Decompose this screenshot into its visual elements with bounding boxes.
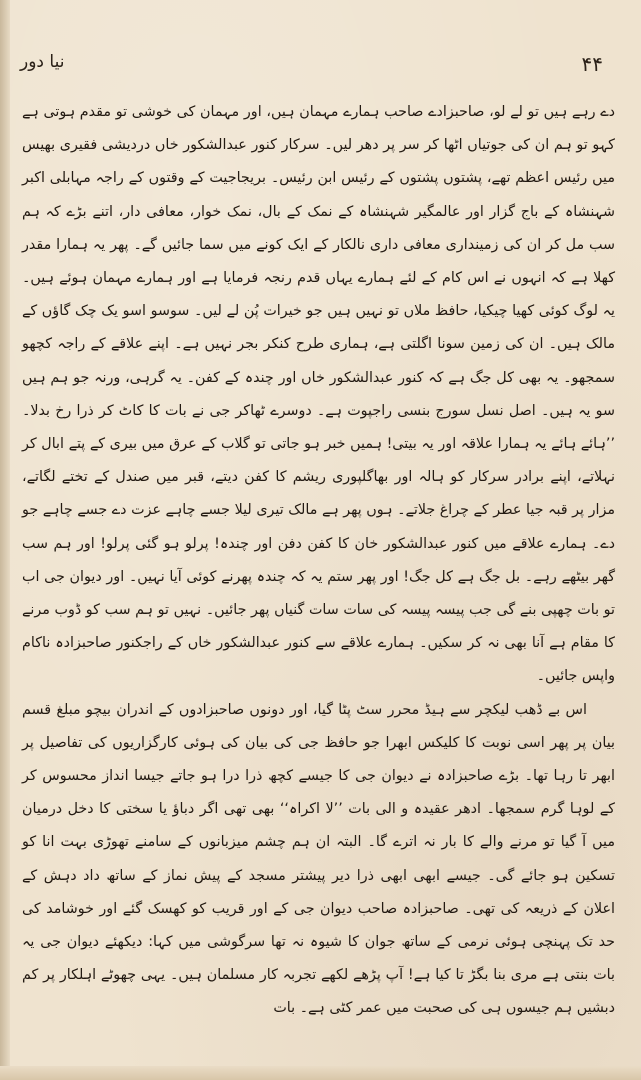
page-header [20,52,621,82]
page-number: ۴۴ [581,52,603,76]
page-binding-edge [0,0,10,1080]
paragraph-2: اس بے ڈھب لیکچر سے ہیڈ محرر سٹ پٹا گیا، اور دونوں صاحبزادوں کے اندران بیچو مبلغ قسم بیان پر پھر اسی نوبت کا کلیکس ابھرا جو حافظ جی کی بیان کی ہوئی کارگزاریوں کی تفاصیل پر ابھر تا رہا تھا۔ بڑے صاحبزادہ نے دیوان جی کا جیسے کچھ ذرا درا ہو جاتے جیسا انداز محسوس کر کے لوہا گرم سمجھا۔ ادھر عقیدہ و الی بات ’’لا اکراہ‘‘ بھی تھی اگر دباؤ یا سختی کا دخل درمیان میں آ گیا تو مرنے والے کا بار نہ اترے گا۔ البتہ ان ہم چشم میزبانوں کے سامنے تھوڑی بہت انا کو تسکین ہو جائے گی۔ جیسے ابھی ابھی ذرا دیر پیشتر مسجد کے پیش نماز کے ساتھ داد دہش کے اعلان کے ذریعہ کی تھی۔ صاحبزادہ صاحب دیوان جی کے اور قریب کو کھسک گئے اور خوشامد کی حد تک پہنچی ہوئی نرمی کے ساتھ جوان کا شیوہ نہ تھا سرگوشی میں کہا: دیکھئے دیوان جی یہ بات بنتی ہے مری بنا بگڑ تا کیا ہے! آپ پڑھے لکھے تجربہ کار مسلمان ہیں۔ یہی چھوٹے اہلکار پر کم دبشیں ہم جیسوں ہی کی صحبت میں عمر کٹی ہے۔ بات [22,701,615,1017]
paragraph-1: دے رہے ہیں تو لے لو، صاحبزادے صاحب ہمارے مہمان ہیں، اور مہمان کی خوشی تو مقدم ہوتی ہے کہو تو ہم ان کی جوتیاں اٹھا کر سر پر دھر لیں۔ سرکار کنور عبدالشکور خاں دردیشی فقیری بھیس میں رئیس اعظم تھے، پشتوں پشتوں کے رئیس ابن رئیس۔ بریجاجیت کے وقتوں کے راجہ مہابلی اکبر شہنشاہ کے باج گزار اور عالمگیر شہنشاہ کے نمک کے بال، نمک خوار، معافی دار، اتنے بڑے کہ ہم سب مل کر ان کی زمینداری معافی داری نالکار کے ایک کونے میں سما جائیں گے۔ پھر یہ ہمارا مقدر کھلا ہے کہ انہوں نے اس کام کے لئے ہمارے یہاں قدم رنجہ فرمایا ہے اور ہمارے مہمان ہوئے ہیں۔ یہ لوگ کوئی کھیا چیکیا، حافظ ملاں تو نہیں ہیں جو خیرات پُن لے لیں۔ سوسو اسو یک چک گاؤں کے مالک ہیں۔ ان کی زمین سونا اگلتی ہے، ہماری طرح کنکر بجر نہیں ہے۔ اپنے علاقے کے راجہ کچھو سمجھو۔ یہ بھی کل جگ ہے کہ کنور عبدالشکور خاں اور چندہ کے کفن۔ یہ گرہی، ورنہ جو ہم ہیں سو یہ ہیں۔ اصل نسل سورج بنسی راجپوت ہے۔ دوسرے ٹھاکر جی نے بات کا کاٹ کر ذرا رخ بدلا۔ ’’ہائے ہائے یہ ہمارا علاقہ اور یہ بیتی! ہمیں خبر ہو جاتی تو گلاب کے عرق میں بیری کے پتے ابال کر نہلاتے، اپنے برادر سرکار کو ہالہ اور بھاگلپوری ریشم کا کفن دیتے، قبر میں صندل کے تختے لگاتے، مزار پر قبہ جیا عطر کے چراغ جلاتے۔ ہوں پھر ہے مالک تیری لیلا جسے چاہے عزت دے جسے چاہے جو دے۔ ہمارے علاقے میں کنور عبدالشکور خان کا کفن دفن اور چندہ! پرلو ہو گئی پرلو! اور ہم سب گھر بیٹھے رہے۔ بل جگ ہے کل جگ! اور پھر ستم یہ کہ چندہ پھرنے کوئی آیا نہیں۔ اور دیوان جی اب تو بات چھپی بنے گی جب پیسہ پیسہ کی سات سات گنیاں پھر جائیں۔ نہیں تو ہم سب کو ڈوب مرنے کا مقام ہے آنا بھی نہ کر سکیں۔ ہمارے علاقے سے کنور عبدالشکور خاں کے راجکنور صاحبزادہ ناکام واپس جائیں۔ [22,104,615,685]
running-title: نیا دور [20,52,65,72]
body-text [22,96,615,1026]
page-bottom-edge [0,1066,641,1080]
